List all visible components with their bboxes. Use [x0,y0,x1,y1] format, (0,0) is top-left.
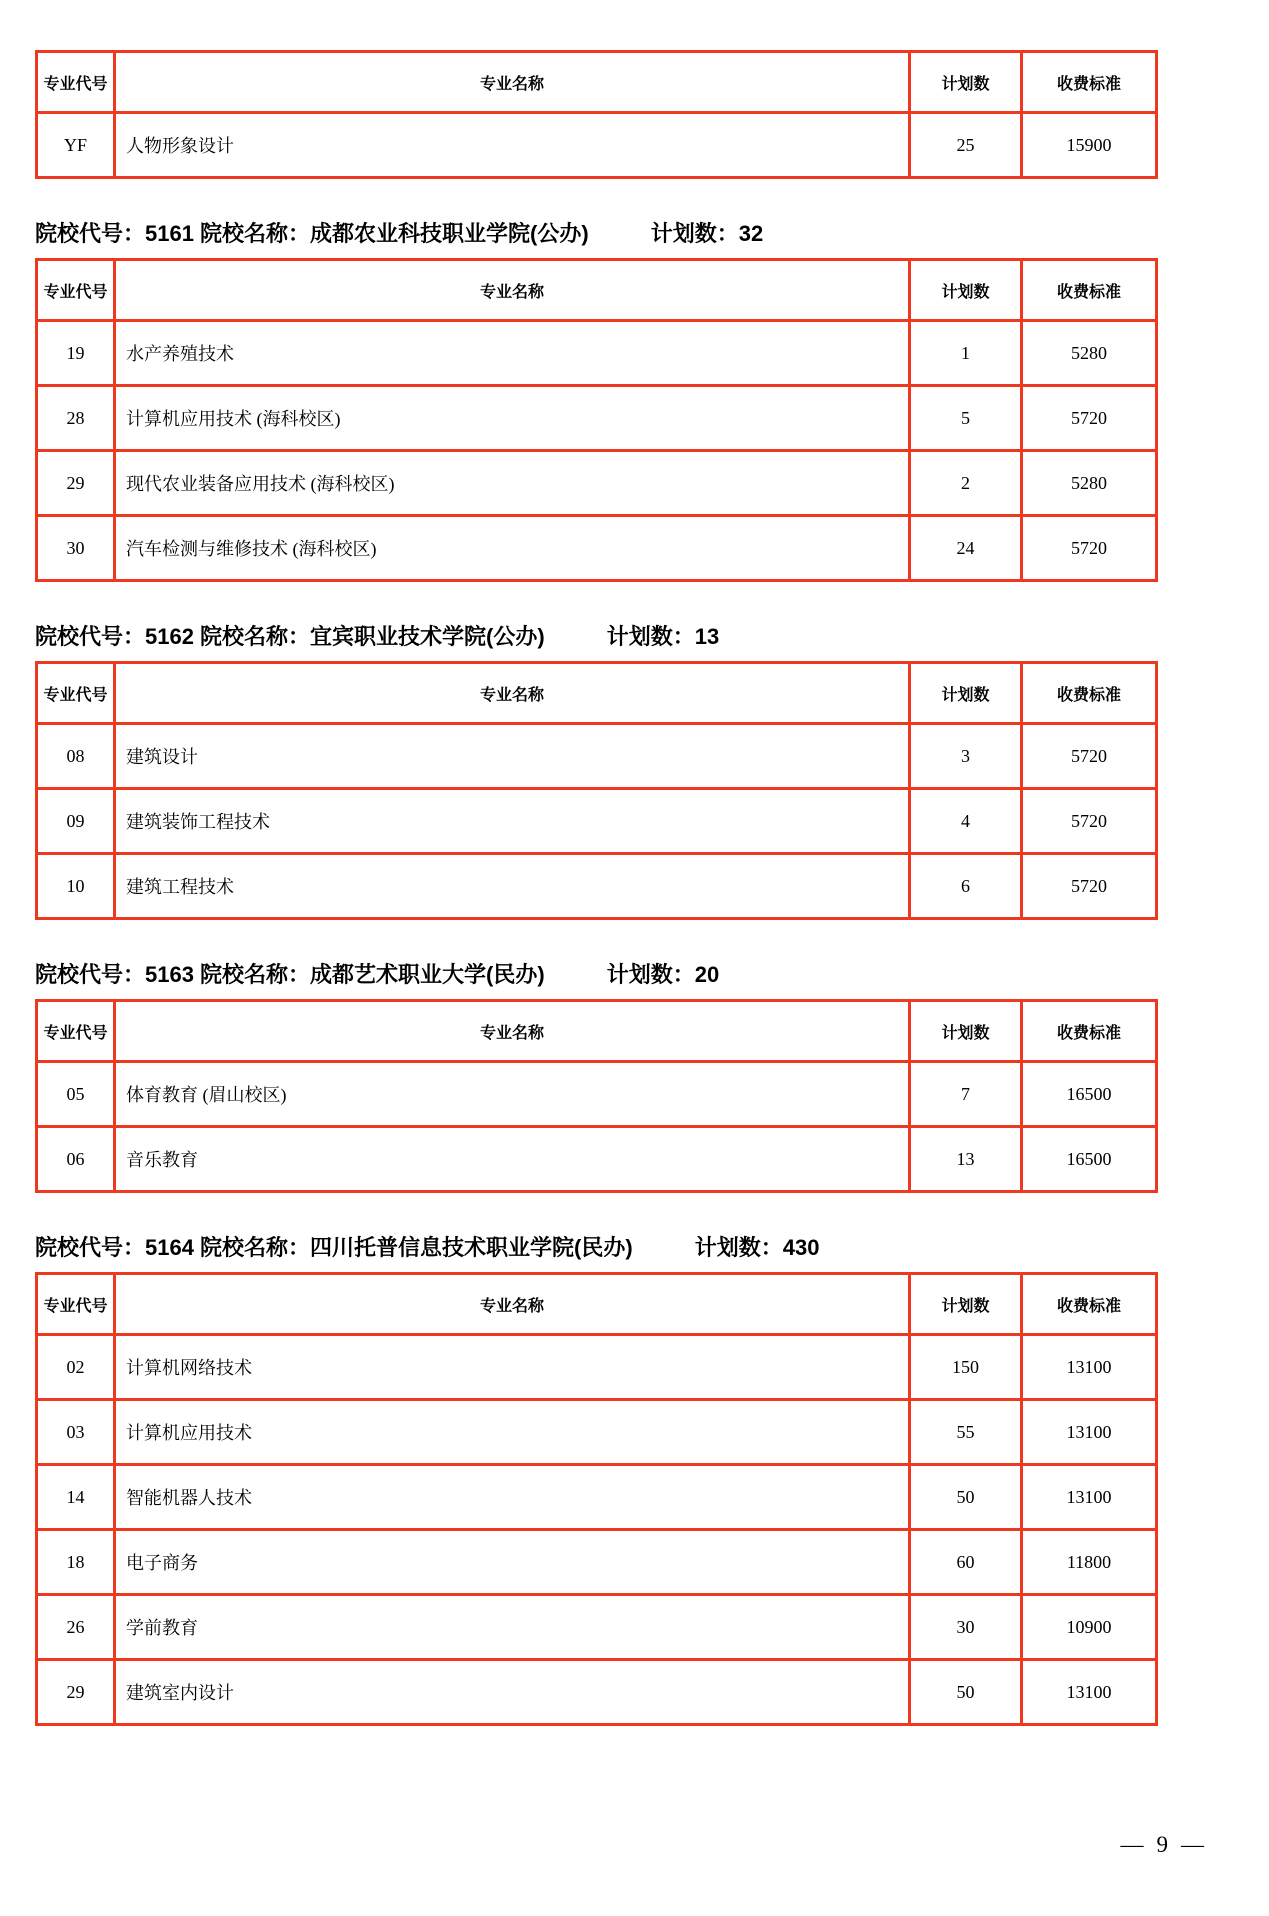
school-plan-total: 计划数：32 [650,221,764,246]
table-header-row [37,260,1157,321]
cell-plan: 25 [910,113,1022,178]
school-code-and-name: 院校代号：5164 院校名称：四川托普信息技术职业学院(民办) [35,1235,633,1260]
table-row [37,1595,1157,1660]
cell-fee: 13100 [1022,1465,1157,1530]
page-number: 9 [1156,1832,1169,1857]
cell-fee: 5720 [1022,386,1157,451]
cell-code: 10 [37,854,115,919]
school-code-and-name: 院校代号：5161 院校名称：成都农业科技职业学院(公办) [35,221,589,246]
col-header-name: 专业名称 [115,260,910,321]
table-row [37,1062,1157,1127]
page-footer [1109,1832,1218,1858]
cell-code: 06 [37,1127,115,1192]
cell-code: 08 [37,724,115,789]
col-header-plan: 计划数 [910,663,1022,724]
cell-fee: 5720 [1022,789,1157,854]
school-plan-total: 计划数：20 [606,962,720,987]
col-header-code: 专业代号 [37,260,115,321]
cell-name: 学前教育 [115,1595,910,1660]
cell-name: 人物形象设计 [115,113,910,178]
cell-name: 计算机应用技术 (海科校区) [115,386,910,451]
cell-code: 18 [37,1530,115,1595]
cell-code: 29 [37,451,115,516]
col-header-name: 专业名称 [115,663,910,724]
plan-table [35,258,1158,582]
cell-name: 音乐教育 [115,1127,910,1192]
cell-code: 09 [37,789,115,854]
cell-name: 现代农业装备应用技术 (海科校区) [115,451,910,516]
table-row [37,451,1157,516]
table-header-row [37,663,1157,724]
cell-name: 汽车检测与维修技术 (海科校区) [115,516,910,581]
cell-fee: 5720 [1022,516,1157,581]
cell-fee: 13100 [1022,1400,1157,1465]
cell-name: 水产养殖技术 [115,321,910,386]
school-code-and-name: 院校代号：5163 院校名称：成都艺术职业大学(民办) [35,962,545,987]
page-content [35,0,1157,1726]
col-header-code: 专业代号 [37,1274,115,1335]
cell-plan: 6 [910,854,1022,919]
cell-code: YF [37,113,115,178]
table-row [37,1335,1157,1400]
col-header-name: 专业名称 [115,1274,910,1335]
table-row [37,789,1157,854]
plan-table [35,661,1158,920]
col-header-fee: 收费标准 [1022,1274,1157,1335]
table-row [37,854,1157,919]
cell-name: 建筑设计 [115,724,910,789]
cell-plan: 60 [910,1530,1022,1595]
cell-name: 建筑室内设计 [115,1660,910,1725]
cell-plan: 55 [910,1400,1022,1465]
cell-plan: 3 [910,724,1022,789]
school-heading [35,1233,1157,1263]
cell-code: 29 [37,1660,115,1725]
cell-name: 计算机应用技术 [115,1400,910,1465]
cell-plan: 4 [910,789,1022,854]
cell-code: 28 [37,386,115,451]
cell-plan: 50 [910,1660,1022,1725]
cell-code: 19 [37,321,115,386]
school-heading [35,219,1157,249]
col-header-code: 专业代号 [37,663,115,724]
table-row [37,386,1157,451]
table-row [37,516,1157,581]
cell-plan: 50 [910,1465,1022,1530]
cell-plan: 13 [910,1127,1022,1192]
school-code-and-name: 院校代号：5162 院校名称：宜宾职业技术学院(公办) [35,624,545,649]
cell-fee: 13100 [1022,1660,1157,1725]
cell-fee: 5720 [1022,854,1157,919]
col-header-name: 专业名称 [115,52,910,113]
col-header-plan: 计划数 [910,52,1022,113]
plan-table [35,50,1158,179]
table-header-row [37,1001,1157,1062]
table-row [37,1127,1157,1192]
table-row [37,1400,1157,1465]
col-header-plan: 计划数 [910,1274,1022,1335]
cell-fee: 15900 [1022,113,1157,178]
col-header-name: 专业名称 [115,1001,910,1062]
cell-plan: 24 [910,516,1022,581]
school-heading [35,622,1157,652]
col-header-code: 专业代号 [37,52,115,113]
cell-fee: 10900 [1022,1595,1157,1660]
table-row [37,1465,1157,1530]
cell-plan: 150 [910,1335,1022,1400]
col-header-fee: 收费标准 [1022,260,1157,321]
cell-plan: 30 [910,1595,1022,1660]
table-header-row [37,1274,1157,1335]
cell-name: 计算机网络技术 [115,1335,910,1400]
table-row [37,1660,1157,1725]
col-header-fee: 收费标准 [1022,1001,1157,1062]
cell-plan: 7 [910,1062,1022,1127]
cell-code: 14 [37,1465,115,1530]
table-header-row [37,52,1157,113]
table-row [37,1530,1157,1595]
cell-name: 电子商务 [115,1530,910,1595]
cell-plan: 5 [910,386,1022,451]
col-header-fee: 收费标准 [1022,52,1157,113]
cell-name: 建筑装饰工程技术 [115,789,910,854]
cell-plan: 1 [910,321,1022,386]
cell-fee: 5280 [1022,321,1157,386]
footer-left-dash: — [1120,1832,1145,1857]
cell-name: 体育教育 (眉山校区) [115,1062,910,1127]
cell-plan: 2 [910,451,1022,516]
school-plan-total: 计划数：13 [606,624,720,649]
table-row [37,113,1157,178]
cell-code: 03 [37,1400,115,1465]
cell-code: 30 [37,516,115,581]
plan-table [35,1272,1158,1726]
cell-fee: 16500 [1022,1127,1157,1192]
cell-fee: 5720 [1022,724,1157,789]
cell-name: 建筑工程技术 [115,854,910,919]
cell-fee: 5280 [1022,451,1157,516]
cell-fee: 13100 [1022,1335,1157,1400]
school-plan-total: 计划数：430 [694,1235,820,1260]
cell-fee: 16500 [1022,1062,1157,1127]
col-header-plan: 计划数 [910,260,1022,321]
cell-fee: 11800 [1022,1530,1157,1595]
table-row [37,321,1157,386]
cell-code: 05 [37,1062,115,1127]
table-row [37,724,1157,789]
col-header-fee: 收费标准 [1022,663,1157,724]
school-heading [35,960,1157,990]
cell-code: 02 [37,1335,115,1400]
cell-name: 智能机器人技术 [115,1465,910,1530]
col-header-plan: 计划数 [910,1001,1022,1062]
cell-code: 26 [37,1595,115,1660]
footer-right-dash: — [1181,1832,1205,1857]
col-header-code: 专业代号 [37,1001,115,1062]
plan-table [35,999,1158,1193]
